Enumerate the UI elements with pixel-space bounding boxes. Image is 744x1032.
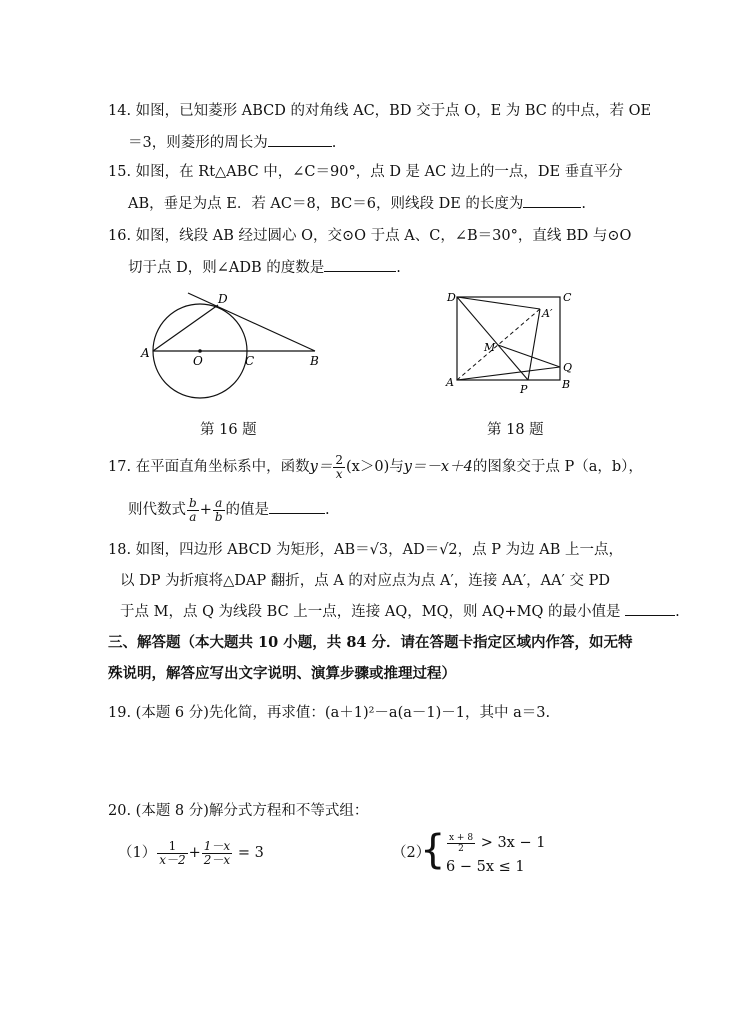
figure-16 <box>130 285 330 405</box>
fig16-line-BD <box>188 293 315 351</box>
fig16-caption: 第 16 题 <box>200 422 257 438</box>
q14-end: . <box>331 135 337 151</box>
fig18-dashed-AA-prime <box>457 309 540 380</box>
fig18-label-M: M <box>484 341 496 354</box>
q14-line1: 14. 如图，已知菱形 ABCD 的对角线 AC，BD 交于点 O，E 为 BC 的中点，若 OE <box>108 103 652 119</box>
q16-answer-blank <box>324 257 396 272</box>
fig18-label-C: C <box>563 291 572 304</box>
q20-p1-label: （1） <box>118 845 157 861</box>
q20-title: 20. (本题 8 分)解分式方程和不等式组： <box>108 803 369 819</box>
fig18-line-AQ <box>457 367 560 380</box>
q17-f2-num: a <box>213 497 225 511</box>
q20-part1 <box>118 838 264 868</box>
q19-text: 19. (本题 6 分)先化简，再求值：(a＋1)²－a(a－1)－1，其中 a＝3. <box>108 705 551 721</box>
fig16-label-D: D <box>218 292 228 306</box>
q17-fraction-b-over-a <box>187 497 199 524</box>
q18-line3 <box>120 601 680 622</box>
q17-plus: + <box>199 502 212 518</box>
q20-p2-ineq1 <box>446 832 545 854</box>
q17-line2-prefix: 则代数式 <box>128 502 186 518</box>
q20-p1-fraction1 <box>157 840 187 867</box>
q17-line2 <box>128 495 330 525</box>
fig18-label-P: P <box>520 383 528 395</box>
q17-y-eq: y＝ <box>309 459 333 475</box>
q20-p1-f2-den: 2－x <box>203 852 231 867</box>
fig16-label-O: O <box>193 354 203 368</box>
q18-answer-blank <box>625 601 675 616</box>
q20-p1-plus: + <box>188 845 201 861</box>
q20-p2-ineq1-num: x + 8 <box>449 832 474 843</box>
q20-p2-label: （2） <box>392 845 431 861</box>
q17-f1-den: a <box>189 509 197 524</box>
q20-p2-ineq1-fraction <box>447 833 475 854</box>
q17-f2-den: b <box>214 509 223 524</box>
q17-suffix: 的图象交于点 P（a，b）， <box>472 459 643 475</box>
fig18-label-B: B <box>562 378 571 391</box>
q17-fraction-2-over-x <box>333 454 345 481</box>
q20-p1-f2-num: 1－x <box>203 838 231 853</box>
q17-frac-num: 2 <box>335 452 344 467</box>
q15-line1: 15. 如图，在 Rt△ABC 中，∠C＝90°，点 D 是 AC 边上的一点，DE 垂直平分 <box>108 164 623 180</box>
q17-middle: 与 <box>389 459 404 475</box>
fig18-label-A: A <box>446 376 454 389</box>
q20-p2-ineq2: 6 − 5x ≤ 1 <box>446 859 525 875</box>
q20-p1-f1-num: 1 <box>157 840 187 854</box>
q17-line-eq: y＝－x＋4 <box>403 459 473 475</box>
q20-p1-fraction2 <box>202 840 232 867</box>
fig18-label-D: D <box>447 291 456 304</box>
q14-answer-blank <box>268 132 332 147</box>
fig18-label-Q: Q <box>563 361 573 374</box>
fig18-label-A-prime: A′ <box>542 307 553 320</box>
q17-prefix: 17. 在平面直角坐标系中，函数 <box>108 459 310 475</box>
q17-answer-blank <box>269 499 325 514</box>
q14-line2-text: ＝3，则菱形的周长为 <box>128 135 268 151</box>
section3-heading-line2: 殊说明，解答应写出文字说明、演算步骤或推理过程） <box>108 665 456 682</box>
q18-line1: 18. 如图，四边形 ABCD 为矩形，AB＝√3，AD＝√2，点 P 为边 AB 上一点， <box>108 542 623 558</box>
fig18-caption: 第 18 题 <box>487 422 544 438</box>
fig18-line-DA-prime <box>457 297 540 309</box>
q18-line3-text: 于点 M，点 Q 为线段 BC 上一点，连接 AQ，MQ，则 AQ+MQ 的最小值是 <box>120 604 621 620</box>
q17-line2-suffix: 的值是 <box>225 502 270 518</box>
q17-fraction-a-over-b <box>213 497 225 524</box>
q17-frac-den: x <box>335 466 343 481</box>
q15-answer-blank <box>523 193 581 208</box>
q15-end: . <box>581 196 587 212</box>
q20-p2-brace: { <box>420 827 446 873</box>
q18-line2: 以 DP 为折痕将△DAP 翻折，点 A 的对应点为点 A′，连接 AA′，AA′ 交 PD <box>120 573 610 589</box>
fig18-line-DP <box>457 297 528 380</box>
q20-p2-ineq1-rhs: > 3x − 1 <box>480 835 546 851</box>
q20-p1-rhs: = 3 <box>237 845 264 861</box>
fig16-center-dot <box>198 349 202 353</box>
section3-heading-line1: 三、解答题（本大题共 10 小题，共 84 分．请在答题卡指定区域内作答，如无特 <box>108 634 633 651</box>
q17-cond: (x＞0) <box>346 459 390 475</box>
q18-end: . <box>675 604 680 620</box>
q17-end: . <box>325 502 330 518</box>
q16-line2-text: 切于点 D，则∠ADB 的度数是 <box>128 260 325 276</box>
figure-18 <box>440 285 590 395</box>
q20-p2-ineq1-den: 2 <box>458 843 464 854</box>
q16-end: . <box>396 260 401 276</box>
q14-line2 <box>128 132 336 153</box>
q20-p1-f1-den: x－2 <box>159 852 186 867</box>
q17-f1-num: b <box>189 495 197 510</box>
fig16-label-B: B <box>310 354 319 368</box>
q16-line2 <box>128 257 401 278</box>
q15-line2-text: AB，垂足为点 E．若 AC＝8，BC＝6，则线段 DE 的长度为 <box>128 196 524 212</box>
q17-line1 <box>108 452 643 482</box>
fig16-label-A: A <box>141 346 150 360</box>
fig16-label-C: C <box>245 354 255 368</box>
fig16-line-AD <box>153 305 218 351</box>
q15-line2 <box>128 193 586 214</box>
q16-line1: 16. 如图，线段 AB 经过圆心 O，交⊙O 于点 A、C，∠B＝30°，直线 BD 与⊙O <box>108 228 632 244</box>
